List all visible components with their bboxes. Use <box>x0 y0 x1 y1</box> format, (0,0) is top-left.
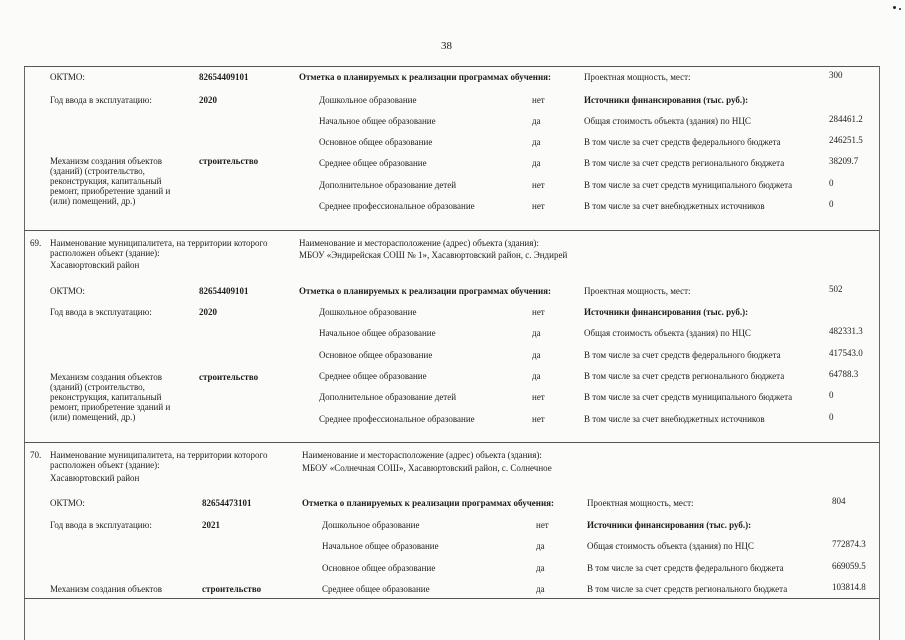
capacity-label: Проектная мощность, мест: <box>587 498 694 508</box>
program-value: да <box>532 116 541 126</box>
program-name: Начальное общее образование <box>319 328 436 338</box>
programs-header: Отметка о планируемых к реализации программах обучения: <box>299 286 552 296</box>
mechanism-label: Механизм создания объектов (зданий) (строительство, реконструкция, капитальный ремонт, приобретение зданий и (или) помещений, др.) <box>50 156 171 206</box>
program-value: да <box>536 563 545 573</box>
oktmo-value: 82654409101 <box>199 286 249 296</box>
year-label: Год ввода в эксплуатацию: <box>50 307 152 317</box>
scan-speck <box>893 6 896 9</box>
funding-value: 103814.8 <box>832 582 866 592</box>
funding-label: В том числе за счет средств регионального бюджета <box>587 584 788 594</box>
program-name: Основное общее образование <box>319 350 433 360</box>
municipality-label: Наименование муниципалитета, на территории которого расположен объект (здание): <box>50 238 268 258</box>
record-number: 69. <box>30 238 42 248</box>
programs-header: Отметка о планируемых к реализации программах обучения: <box>302 498 555 508</box>
capacity-value: 502 <box>829 284 843 294</box>
funding-label: В том числе за счет внебюджетных источников <box>584 414 765 424</box>
program-value: да <box>532 350 541 360</box>
program-value: нет <box>532 414 545 424</box>
program-name: Дошкольное образование <box>319 95 417 105</box>
funding-label: В том числе за счет средств федерального бюджета <box>584 137 781 147</box>
program-value: нет <box>532 180 545 190</box>
mechanism-value: строительство <box>199 156 259 166</box>
oktmo-label: ОКТМО: <box>50 72 85 82</box>
capacity-label: Проектная мощность, мест: <box>584 286 691 296</box>
funding-label: В том числе за счет средств муниципального бюджета <box>584 180 793 190</box>
mechanism-value: строительство <box>202 584 262 594</box>
program-value: да <box>532 371 541 381</box>
program-name: Дополнительное образование детей <box>319 392 457 402</box>
scan-speck <box>899 8 901 10</box>
municipality-value: Хасавюртовский район <box>50 473 140 483</box>
program-name: Основное общее образование <box>322 563 436 573</box>
funding-value: 246251.5 <box>829 135 863 145</box>
funding-label: Общая стоимость объекта (здания) по НЦС <box>584 116 751 126</box>
object-label: Наименование и месторасположение (адрес) объекта (здания): <box>302 450 542 460</box>
funding-label: В том числе за счет внебюджетных источников <box>584 201 765 211</box>
program-value: нет <box>532 392 545 402</box>
program-value: да <box>532 158 541 168</box>
oktmo-label: ОКТМО: <box>50 498 85 508</box>
funding-label: В том числе за счет средств федерального бюджета <box>587 563 784 573</box>
year-label: Год ввода в эксплуатацию: <box>50 95 152 105</box>
program-name: Среднее профессиональное образование <box>319 414 475 424</box>
program-name: Дошкольное образование <box>319 307 417 317</box>
program-name: Среднее общее образование <box>322 584 430 594</box>
funding-value: 0 <box>829 178 834 188</box>
funding-label: В том числе за счет средств регионального бюджета <box>584 371 785 381</box>
funding-value: 0 <box>829 199 834 209</box>
oktmo-value: 82654473101 <box>202 498 252 508</box>
mechanism-value: строительство <box>199 372 259 382</box>
program-value: нет <box>532 95 545 105</box>
mechanism-label: Механизм создания объектов (зданий) (строительство, реконструкция, капитальный ремонт, приобретение зданий и (или) помещений, др.) <box>50 372 171 422</box>
capacity-value: 300 <box>829 70 843 80</box>
program-value: нет <box>532 307 545 317</box>
row-divider <box>24 230 879 231</box>
funding-label: В том числе за счет средств регионального бюджета <box>584 158 785 168</box>
program-name: Начальное общее образование <box>319 116 436 126</box>
oktmo-value: 82654409101 <box>199 72 249 82</box>
page-number: 38 <box>441 40 452 52</box>
municipality-value: Хасавюртовский район <box>50 260 140 270</box>
program-value: да <box>536 584 545 594</box>
funding-value: 0 <box>829 390 834 400</box>
funding-value: 417543.0 <box>829 348 863 358</box>
program-name: Среднее профессиональное образование <box>319 201 475 211</box>
oktmo-label: ОКТМО: <box>50 286 85 296</box>
funding-header: Источники финансирования (тыс. руб.): <box>587 520 752 530</box>
program-name: Дошкольное образование <box>322 520 420 530</box>
object-label: Наименование и месторасположение (адрес) объекта (здания): <box>299 238 539 248</box>
left-border <box>24 66 25 640</box>
funding-value: 0 <box>829 412 834 422</box>
year-value: 2020 <box>199 95 217 105</box>
program-value: да <box>532 137 541 147</box>
program-name: Среднее общее образование <box>319 158 427 168</box>
funding-value: 64788.3 <box>829 369 859 379</box>
program-value: да <box>532 328 541 338</box>
capacity-value: 804 <box>832 496 846 506</box>
mechanism-label: Механизм создания объектов <box>50 584 162 594</box>
funding-value: 38209.7 <box>829 156 859 166</box>
funding-header: Источники финансирования (тыс. руб.): <box>584 95 749 105</box>
program-name: Дополнительное образование детей <box>319 180 457 190</box>
object-value: МБОУ «Солнечная СОШ», Хасавюртовский район, с. Солнечное <box>302 463 552 473</box>
program-value: нет <box>532 201 545 211</box>
funding-value: 772874.3 <box>832 539 866 549</box>
program-name: Основное общее образование <box>319 137 433 147</box>
program-value: нет <box>536 520 549 530</box>
funding-value: 669059.5 <box>832 561 866 571</box>
funding-value: 482331.3 <box>829 326 863 336</box>
bottom-border <box>24 598 879 599</box>
program-name: Начальное общее образование <box>322 541 439 551</box>
municipality-label: Наименование муниципалитета, на территории которого расположен объект (здание): <box>50 450 268 470</box>
funding-label: Общая стоимость объекта (здания) по НЦС <box>584 328 751 338</box>
top-border <box>24 66 879 67</box>
right-border <box>879 66 880 640</box>
programs-header: Отметка о планируемых к реализации программах обучения: <box>299 72 552 82</box>
funding-label: В том числе за счет средств муниципального бюджета <box>584 392 793 402</box>
program-value: да <box>536 541 545 551</box>
funding-label: В том числе за счет средств федерального бюджета <box>584 350 781 360</box>
record-number: 70. <box>30 450 42 460</box>
row-divider <box>24 442 879 443</box>
funding-value: 284461.2 <box>829 114 863 124</box>
year-value: 2020 <box>199 307 217 317</box>
funding-header: Источники финансирования (тыс. руб.): <box>584 307 749 317</box>
year-value: 2021 <box>202 520 220 530</box>
funding-label: Общая стоимость объекта (здания) по НЦС <box>587 541 754 551</box>
year-label: Год ввода в эксплуатацию: <box>50 520 152 530</box>
program-name: Среднее общее образование <box>319 371 427 381</box>
capacity-label: Проектная мощность, мест: <box>584 72 691 82</box>
object-value: МБОУ «Эндирейская СОШ № 1», Хасавюртовский район, с. Эндирей <box>299 250 568 260</box>
